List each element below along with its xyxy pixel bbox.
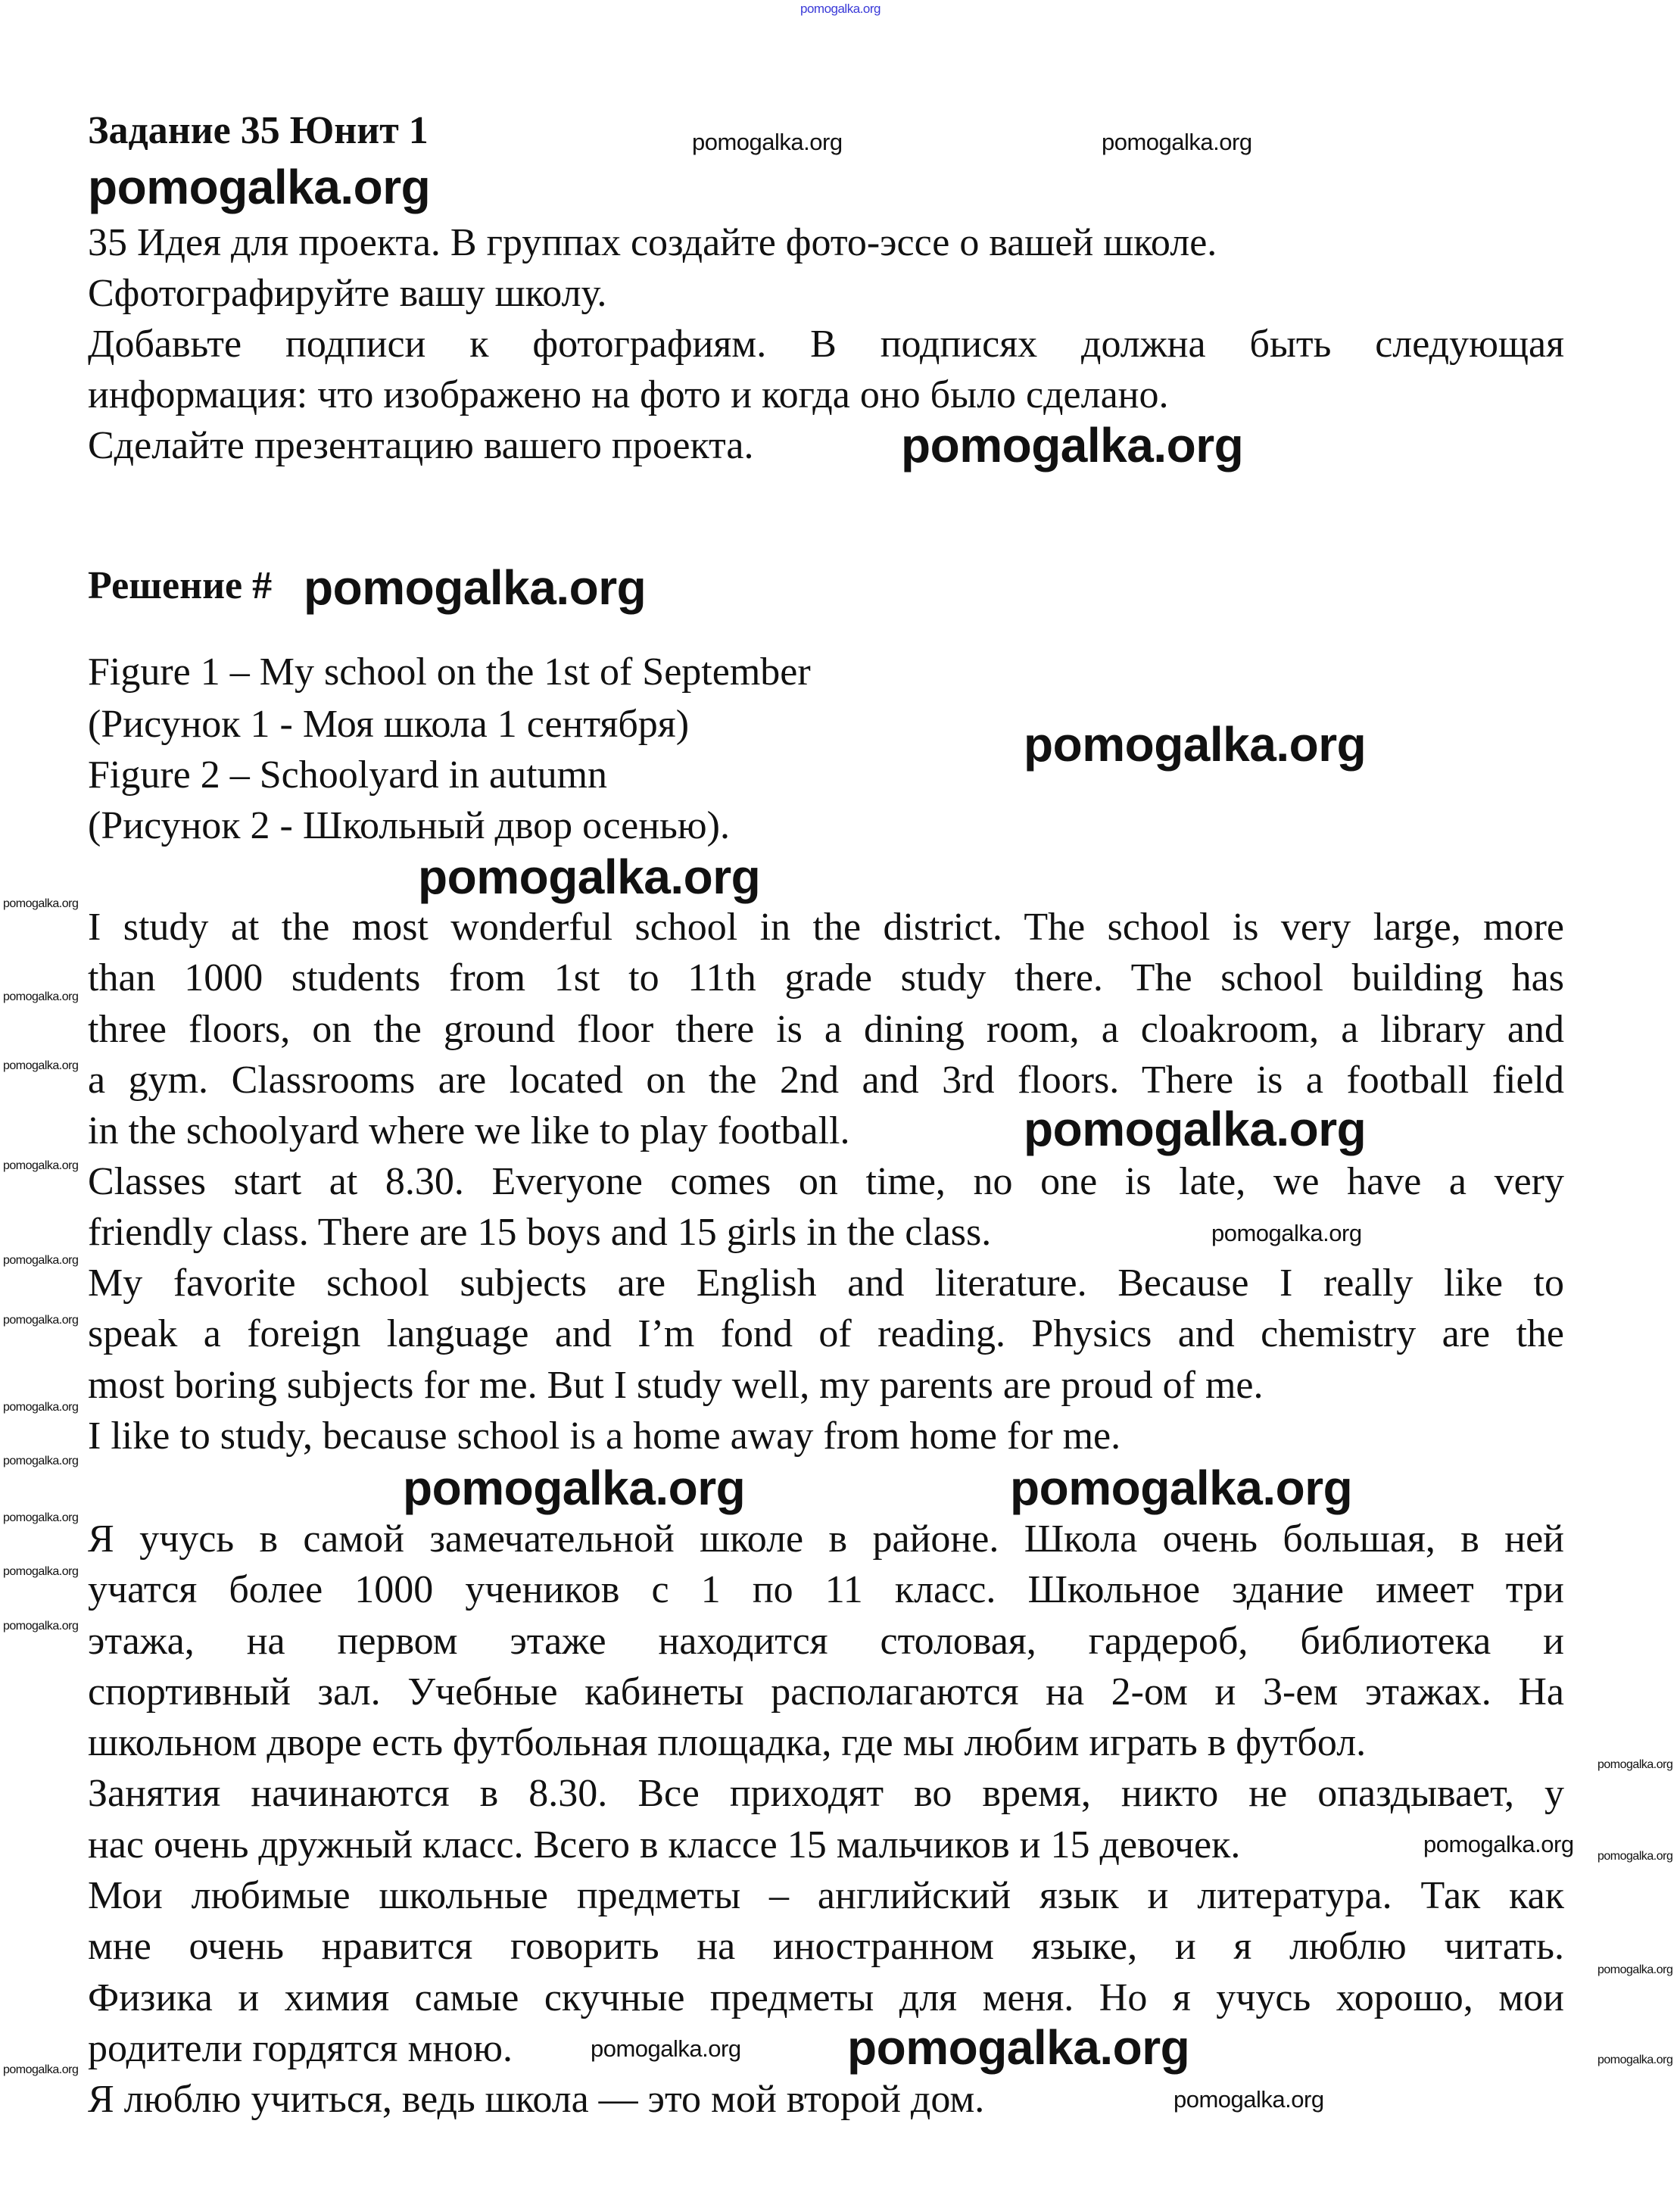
english-line: in the schoolyard where we like to play football. — [88, 1109, 850, 1152]
figure-caption: (Рисунок 2 - Школьный двор осенью). — [88, 804, 730, 847]
russian-line: Я люблю учиться, ведь школа — это мой второй дом. — [88, 2078, 985, 2121]
watermark: pomogalka.org — [1423, 1831, 1574, 1857]
russian-line: этажа, на первом этаже находится столовая, гардероб, библиотека и — [88, 1620, 1564, 1663]
watermark: pomogalka.org — [3, 1511, 79, 1524]
task-title: Задание 35 Юнит 1 — [88, 109, 429, 152]
russian-line: Мои любимые школьные предметы – английский язык и литература. Так как — [88, 1874, 1564, 1917]
watermark: pomogalka.org — [3, 990, 79, 1003]
watermark: pomogalka.org — [692, 129, 843, 155]
russian-line: Занятия начинаются в 8.30. Все приходят во время, никто не опаздывает, у — [88, 1772, 1564, 1815]
english-line: I study at the most wonderful school in the district. The school is very large, more — [88, 906, 1564, 949]
russian-line: нас очень дружный класс. Всего в классе 15 мальчиков и 15 девочек. — [88, 1823, 1241, 1867]
watermark: pomogalka.org — [3, 1401, 79, 1414]
watermark: pomogalka.org — [418, 850, 761, 904]
russian-line: спортивный зал. Учебные кабинеты располагаются на 2-ом и 3-ем этажах. На — [88, 1670, 1564, 1714]
watermark: pomogalka.org — [3, 1059, 79, 1072]
task-line: Сделайте презентацию вашего проекта. — [88, 424, 754, 467]
watermark: pomogalka.org — [1174, 2086, 1324, 2113]
english-line: a gym. Classrooms are located on the 2nd and 3rd floors. There is a football field — [88, 1059, 1564, 1102]
watermark: pomogalka.org — [1597, 1850, 1673, 1863]
watermark: pomogalka.org — [3, 2063, 79, 2076]
english-line: speak a foreign language and I’m fond of reading. Physics and chemistry are the — [88, 1312, 1564, 1355]
watermark: pomogalka.org — [1024, 1102, 1367, 1156]
task-line: Сфотографируйте вашу школу. — [88, 272, 607, 315]
watermark: pomogalka.org — [403, 1461, 746, 1515]
watermark: pomogalka.org — [1102, 129, 1252, 155]
russian-line: учатся более 1000 учеников с 1 по 11 класс. Школьное здание имеет три — [88, 1568, 1564, 1611]
watermark: pomogalka.org — [3, 1254, 79, 1267]
watermark: pomogalka.org — [1597, 1758, 1673, 1771]
english-line: three floors, on the ground floor there is a dining room, a cloakroom, a library and — [88, 1008, 1564, 1051]
watermark: pomogalka.org — [800, 2, 881, 16]
english-line: I like to study, because school is a home away from home for me. — [88, 1414, 1121, 1458]
figure-caption: (Рисунок 1 - Моя школа 1 сентября) — [88, 703, 690, 746]
solution-heading: Решение # — [88, 564, 273, 607]
watermark: pomogalka.org — [591, 2035, 741, 2062]
watermark: pomogalka.org — [304, 560, 647, 615]
watermark: pomogalka.org — [847, 2020, 1190, 2075]
russian-line: родители гордятся мною. — [88, 2027, 513, 2070]
watermark: pomogalka.org — [3, 1455, 79, 1467]
watermark: pomogalka.org — [3, 897, 79, 910]
watermark: pomogalka.org — [1597, 2054, 1673, 2066]
watermark: pomogalka.org — [901, 418, 1244, 472]
task-line: информация: что изображено на фото и когда оно было сделано. — [88, 373, 1169, 416]
english-line: than 1000 students from 1st to 11th grade study there. The school building has — [88, 956, 1564, 1000]
russian-line: Я учусь в самой замечательной школе в районе. Школа очень большая, в ней — [88, 1517, 1564, 1561]
watermark: pomogalka.org — [88, 160, 431, 214]
watermark: pomogalka.org — [3, 1159, 79, 1172]
watermark: pomogalka.org — [3, 1620, 79, 1633]
english-line: friendly class. There are 15 boys and 15 girls in the class. — [88, 1211, 992, 1254]
english-line: most boring subjects for me. But I study well, my parents are proud of me. — [88, 1364, 1264, 1407]
figure-caption: Figure 2 – Schoolyard in autumn — [88, 753, 608, 797]
english-line: My favorite school subjects are English and literature. Because I really like to — [88, 1261, 1564, 1305]
russian-line: мне очень нравится говорить на иностранном языке, и я люблю читать. — [88, 1925, 1564, 1968]
watermark: pomogalka.org — [1211, 1220, 1362, 1246]
watermark: pomogalka.org — [1597, 1963, 1673, 1976]
figure-caption: Figure 1 – My school on the 1st of September — [88, 650, 811, 694]
task-line: 35 Идея для проекта. В группах создайте фото-эссе о вашей школе. — [88, 221, 1217, 264]
english-line: Classes start at 8.30. Everyone comes on time, no one is late, we have a very — [88, 1160, 1564, 1203]
watermark: pomogalka.org — [3, 1565, 79, 1578]
watermark: pomogalka.org — [1010, 1461, 1353, 1515]
russian-line: школьном дворе есть футбольная площадка, где мы любим играть в футбол. — [88, 1721, 1367, 1764]
task-line: Добавьте подписи к фотографиям. В подписях должна быть следующая — [88, 323, 1564, 366]
watermark: pomogalka.org — [1024, 717, 1367, 772]
watermark: pomogalka.org — [3, 1314, 79, 1327]
russian-line: Физика и химия самые скучные предметы для меня. Но я учусь хорошо, мои — [88, 1976, 1564, 2019]
